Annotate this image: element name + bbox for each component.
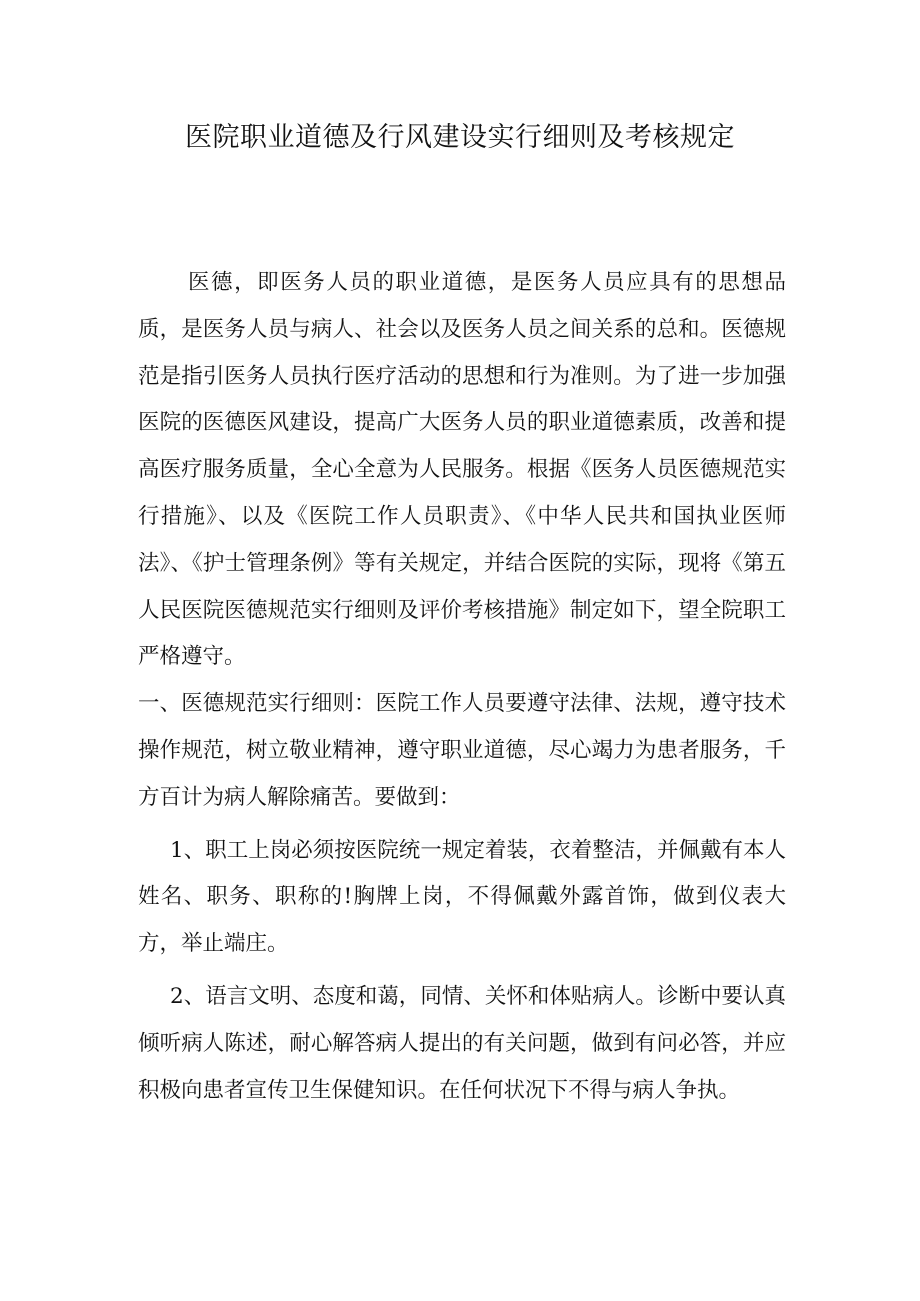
document-body: [138, 260, 786, 1114]
document-title: 医院职业道德及行风建设实行细则及考核规定: [185, 122, 735, 153]
section-heading-paragraph: 一、医德规范实行细则：医院工作人员要遵守法律、法规，遵守技术操作规范，树立敬业精神，遵守职业道德，尽心竭力为患者服务，千方百计为病人解除痛苦。要做到：: [138, 691, 786, 810]
rule-item-1: 1、职工上岗必须按医院统一规定着装，衣着整洁，并佩戴有本人姓名、职务、职称的!胸牌上岗，不得佩戴外露首饰，做到仪表大方，举止端庄。: [138, 837, 786, 957]
rule-item-2: 2、语言文明、态度和蔼，同情、关怀和体贴病人。诊断中要认真倾听病人陈述，耐心解答病人提出的有关问题，做到有问必答，并应积极向患者宣传卫生保健知识。在任何状况下不得与病人争执。: [138, 983, 786, 1103]
intro-paragraph: 医德，即医务人员的职业道德，是医务人员应具有的思想品质，是医务人员与病人、社会以及医务人员之间关系的总和。医德规范是指引医务人员执行医疗活动的思想和行为准则。为了进一步加强医院的医德医风建设，提高广大医务人员的职业道德素质，改善和提高医疗服务质量，全心全意为人民服务。根据《医务人员医德规范实行措施》、以及《医院工作人员职责》、《中华人民共和国执业医师法》、《护士管理条例》等有关规定，并结合医院的实际，现将《第五人民医院医德规范实行细则及评价考核措施》制定如下，望全院职工严格遵守。: [138, 270, 786, 670]
